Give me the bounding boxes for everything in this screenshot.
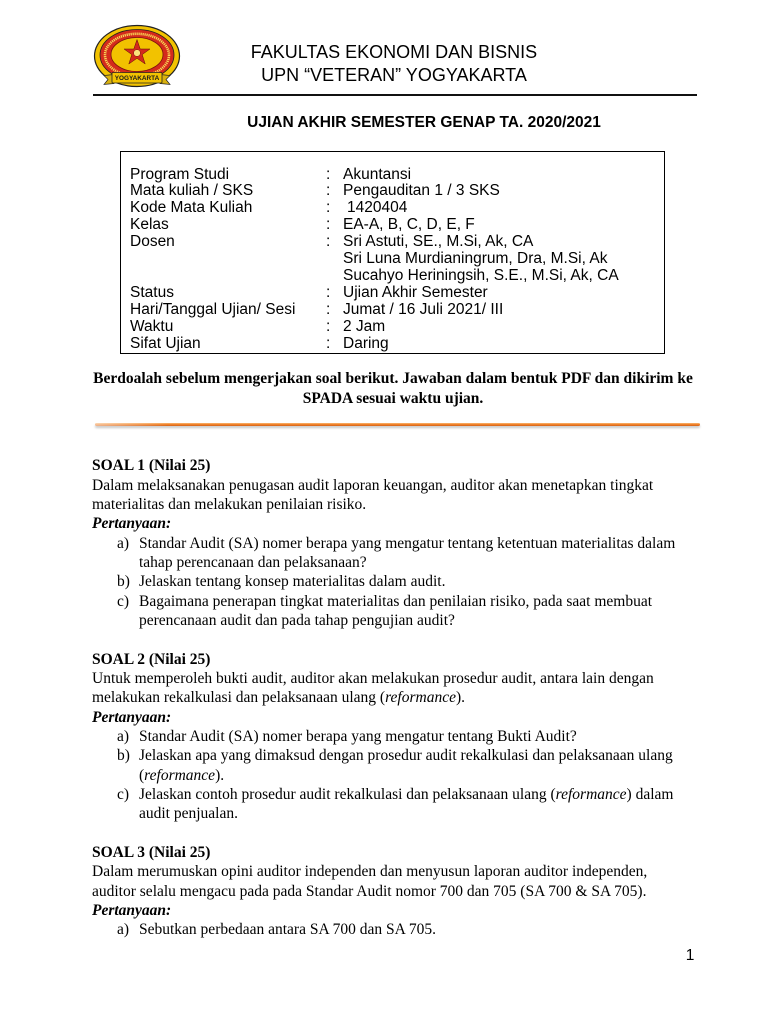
- info-value: [343, 217, 643, 234]
- italic-term: reformance: [144, 766, 216, 784]
- item-line: tahap perencanaan dan pelaksanaan?: [139, 553, 367, 571]
- header-divider: [93, 94, 697, 96]
- exam-instruction: [43, 369, 743, 408]
- exam-title: UJIAN AKHIR SEMESTER GENAP TA. 2020/2021: [247, 114, 601, 131]
- item-marker: a): [117, 728, 130, 745]
- item-line: Bagaimana penerapan tingkat materialitas dan penilaian risiko, pada saat membuat: [139, 592, 653, 610]
- info-value: [343, 183, 643, 200]
- item-line: Jelaskan apa yang dimaksud dengan prosedur audit rekalkulasi dan pelaksanaan ulang: [139, 747, 673, 765]
- info-value: [343, 336, 643, 353]
- logo-emblem-center: [134, 50, 141, 57]
- info-row-waktu: [130, 319, 650, 336]
- university-logo: [93, 24, 181, 90]
- item-line: [139, 785, 732, 804]
- item-marker: a): [117, 921, 130, 939]
- question-intro: [92, 476, 732, 515]
- item-line: Jelaskan tentang konsep materialitas dalam audit.: [139, 573, 446, 591]
- question-items: [92, 920, 732, 939]
- info-label: Kode Mata Kuliah: [130, 199, 253, 217]
- question-item: [92, 920, 732, 939]
- question-intro: [92, 862, 732, 901]
- instruction-line: Berdoalah sebelum mengerjakan soal berikut. Jawaban dalam bentuk PDF dan dikirim ke: [93, 370, 693, 388]
- question-heading: SOAL 3 (Nilai 25): [92, 844, 211, 862]
- italic-term: reformance: [555, 786, 627, 804]
- exam-info-table: [130, 167, 650, 353]
- italic-term: reformance: [385, 689, 456, 707]
- page-number: 1: [685, 947, 695, 964]
- question-3: [92, 843, 732, 940]
- info-separator: :: [326, 199, 331, 217]
- question-item: [92, 592, 732, 631]
- question-2: [92, 650, 732, 824]
- text-segment: ) dalam: [626, 786, 674, 804]
- item-line: Sebutkan perbedaan antara SA 700 dan SA 705.: [139, 921, 437, 939]
- info-value-line: 1420404: [347, 199, 408, 217]
- question-heading: SOAL 1 (Nilai 25): [92, 457, 211, 475]
- info-value: [343, 234, 643, 285]
- info-separator: :: [326, 216, 331, 234]
- question-item: [92, 727, 732, 746]
- item-line: audit penjualan.: [139, 805, 238, 823]
- intro-line: Dalam merumuskan opini auditor independen dan menyusun laporan auditor independen,: [92, 863, 648, 881]
- question-item: [92, 785, 732, 824]
- info-separator: :: [326, 334, 331, 352]
- info-value: [343, 285, 643, 302]
- question-prompt: Pertanyaan:: [92, 708, 172, 726]
- item-line: perencanaan audit dan pada tahap pengujian audit?: [139, 611, 455, 629]
- question-heading: SOAL 2 (Nilai 25): [92, 650, 211, 668]
- text-segment: ).: [455, 689, 466, 707]
- item-marker: a): [117, 534, 130, 552]
- intro-line: materialitas dan melakukan penilaian risiko.: [92, 495, 367, 513]
- intro-line: Dalam melaksanakan penugasan audit laporan keuangan, auditor akan menetapkan tingkat: [92, 476, 654, 494]
- info-value-line: Sri Astuti, SE., M.Si, Ak, CA: [343, 233, 534, 251]
- question-prompt: Pertanyaan:: [92, 902, 172, 920]
- item-line: Standar Audit (SA) nomer berapa yang mengatur tentang ketentuan materialitas dalam: [139, 534, 676, 552]
- info-value-line: Jumat / 16 Juli 2021/ III: [343, 300, 504, 318]
- question-item: [92, 746, 732, 785]
- info-value: [343, 302, 643, 319]
- questions-section: [92, 456, 732, 940]
- info-row-dosen: [130, 234, 650, 285]
- info-row-status: [130, 285, 650, 302]
- text-segment: Jelaskan contoh prosedur audit rekalkulasi dan pelaksanaan ulang (: [139, 786, 556, 804]
- item-marker: c): [117, 592, 130, 610]
- info-row-kelas: [130, 217, 650, 234]
- info-value-line: EA-A, B, C, D, E, F: [343, 216, 475, 234]
- university-name: UPN “VETERAN” YOGYAKARTA: [261, 65, 527, 85]
- info-label: Hari/Tanggal Ujian/ Sesi: [130, 300, 296, 318]
- info-label: Program Studi: [130, 165, 230, 183]
- question-item: [92, 572, 732, 591]
- orange-divider: [95, 423, 700, 426]
- info-separator: :: [326, 233, 331, 251]
- instruction-line: SPADA sesuai waktu ujian.: [302, 389, 484, 407]
- info-value-line: Sucahyo Heriningsih, S.E., M.Si, Ak, CA: [343, 266, 619, 284]
- info-value-line: Sri Luna Murdianingrum, Dra, M.Si, Ak: [343, 250, 608, 268]
- info-value-line: Akuntansi: [343, 165, 412, 183]
- item-marker: b): [117, 573, 130, 591]
- question-prompt: Pertanyaan:: [92, 515, 172, 533]
- info-row-sifat-ujian: [130, 336, 650, 353]
- info-row-kode-mata-kuliah: [130, 200, 650, 217]
- intro-line: auditor selalu mengacu pada pada Standar Audit nomor 700 dan 705 (SA 700 & SA 705).: [92, 882, 647, 900]
- question-items: [92, 534, 732, 631]
- question-1: [92, 456, 732, 630]
- intro-line: Untuk memperoleh bukti audit, auditor akan melakukan prosedur audit, antara lain dengan: [92, 669, 654, 687]
- info-value: [343, 200, 643, 217]
- item-marker: b): [117, 747, 130, 765]
- info-value-line: Ujian Akhir Semester: [343, 283, 488, 301]
- info-value: [343, 167, 643, 184]
- info-value: [343, 319, 643, 336]
- info-separator: :: [326, 283, 331, 301]
- info-row-hari-tanggal: [130, 302, 650, 319]
- question-intro: [92, 669, 732, 708]
- info-label: Kelas: [130, 216, 169, 234]
- info-value-line: Daring: [343, 334, 389, 352]
- question-item: [92, 534, 732, 573]
- info-label: Sifat Ujian: [130, 334, 201, 352]
- info-separator: :: [326, 317, 331, 335]
- faculty-name: FAKULTAS EKONOMI DAN BISNIS: [250, 42, 538, 62]
- text-segment: melakukan rekalkulasi dan pelaksanaan ulang (: [92, 689, 386, 707]
- text-segment: (: [139, 766, 145, 784]
- info-value-line: 2 Jam: [343, 317, 386, 335]
- info-row-program-studi: [130, 167, 650, 184]
- info-separator: :: [326, 165, 331, 183]
- info-label: Waktu: [130, 317, 174, 335]
- exam-info-box: [120, 151, 665, 354]
- text-segment: ).: [215, 766, 225, 784]
- info-label: Mata kuliah / SKS: [130, 182, 254, 200]
- item-line: [139, 766, 732, 785]
- info-separator: :: [326, 300, 331, 318]
- info-value-line: Pengauditan 1 / 3 SKS: [343, 182, 500, 200]
- info-separator: :: [326, 182, 331, 200]
- intro-line: [92, 688, 732, 707]
- info-row-mata-kuliah: [130, 183, 650, 200]
- logo-ribbon-text: YOGYAKARTA: [114, 75, 160, 83]
- university-logo-graphic: [93, 24, 181, 90]
- item-marker: c): [117, 786, 130, 804]
- info-label: Dosen: [130, 233, 175, 251]
- question-items: [92, 727, 732, 824]
- item-line: Standar Audit (SA) nomer berapa yang mengatur tentang Bukti Audit?: [139, 728, 577, 745]
- info-label: Status: [130, 283, 174, 301]
